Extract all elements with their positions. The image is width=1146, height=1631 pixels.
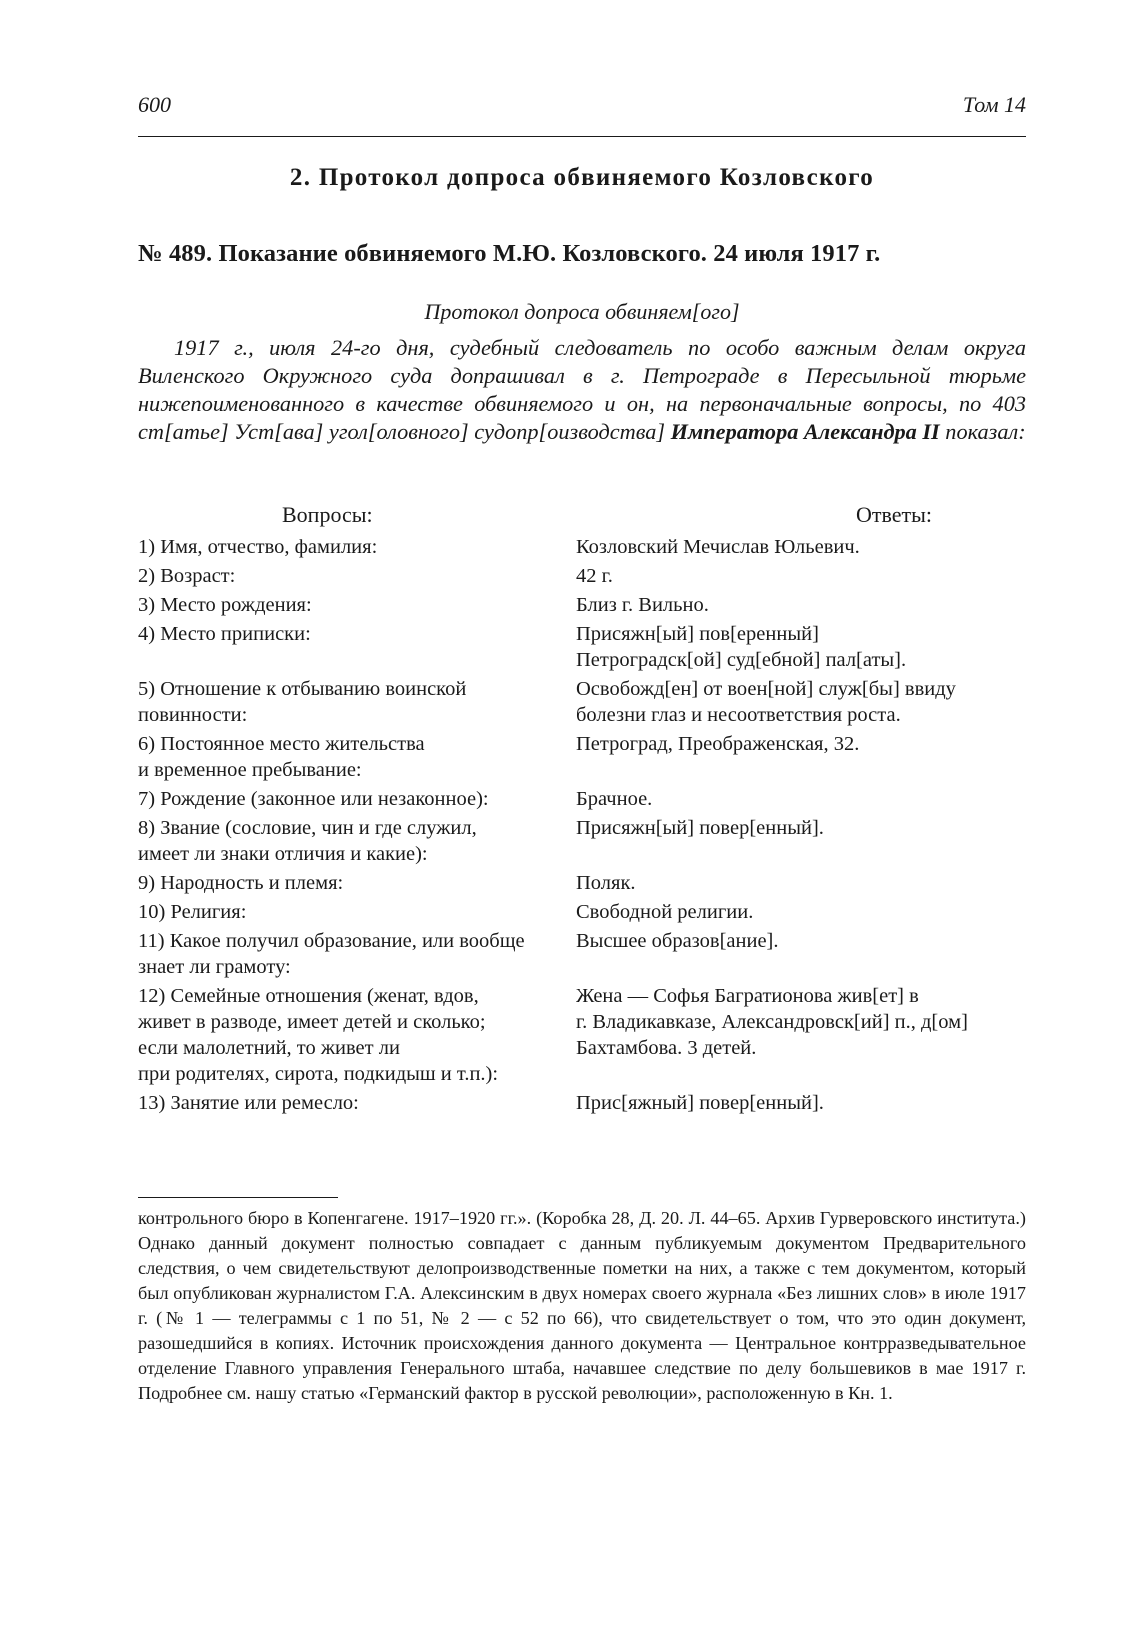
qa-rows xyxy=(138,534,1026,1116)
question-text: 10) Религия: xyxy=(138,901,247,923)
question-text: 5) Отношение к отбыванию воинской повинности: xyxy=(138,678,467,726)
qa-header-row xyxy=(138,502,1026,528)
question-text: 3) Место рождения: xyxy=(138,594,312,616)
footnote: контрольного бюро в Копенгагене. 1917–1920 гг.». (Коробка 28, Д. 20. Л. 44–65. Архив Гурверовского института.) Однако данный документ полностью совпадает с данным публикуемым документом Предварительного следствия, о чем свидетельствуют делопроизводственные пометки на них, а также с тем документом, который был опубликован журналистом Г.А. Алексинским в двух номерах своего журнала «Без лишних слов» в июле 1917 г. (№ 1 — телеграммы с 1 по 51, № 2 — с 52 по 66), что свидетельствует о том, что это один документ, разошедшийся в копиях. Источник происхождения данного документа — Центральное контрразведывательное отделение Главного управления Генерального штаба, начавшее следствие по делу большевиков в мае 1917 г. Подробнее см. нашу статью «Германский фактор в русской революции», расположенную в Кн. 1. xyxy=(138,1208,1026,1403)
answers-header: Ответы: xyxy=(856,502,933,527)
intro-text: 1917 г., июля 24-го дня, судебный следователь по особо важным делам округа Виленского Окружного суда допрашивал в г. Петрограде в Пересыльной тюрьме нижепоименованного в качестве обвиняемого и он, на первоначальные вопросы, по 403 ст[атье] Уст[ава] угол[оловного] судопр[оизводства] xyxy=(138,335,1026,444)
question-text: 11) Какое получил образование, или вообще знает ли грамоту: xyxy=(138,930,525,978)
answer-text: Освобожд[ен] от воен[ной] служ[бы] ввиду болезни глаз и несоответствия роста. xyxy=(576,678,956,726)
question-text: 13) Занятие или ремесло: xyxy=(138,1092,359,1114)
volume-label: Том 14 xyxy=(962,92,1026,117)
questions-answers-table xyxy=(138,502,1026,1119)
answer-text: Поляк. xyxy=(576,872,636,894)
page-number: 600 xyxy=(138,92,171,117)
question-text: 7) Рождение (законное или незаконное): xyxy=(138,788,489,810)
qa-row xyxy=(138,815,1026,867)
answer-text: Присяжн[ый] пов[еренный] Петроградск[ой] суд[ебной] пал[аты]. xyxy=(576,623,907,671)
answer-text: Свободной религии. xyxy=(576,901,754,923)
footnote-divider xyxy=(138,1197,338,1198)
qa-row xyxy=(138,534,1026,560)
question-text: 2) Возраст: xyxy=(138,565,236,587)
qa-row xyxy=(138,870,1026,896)
qa-row xyxy=(138,676,1026,728)
intro-paragraph xyxy=(138,334,1026,446)
question-text: 6) Постоянное место жительства и временное пребывание: xyxy=(138,733,425,781)
qa-row xyxy=(138,621,1026,673)
answer-text: Прис[яжный] повер[енный]. xyxy=(576,1092,824,1114)
questions-header: Вопросы: xyxy=(282,502,373,527)
section-title: 2. Протокол допроса обвиняемого Козловского xyxy=(289,164,875,191)
answer-text: Жена — Софья Багратионова жив[ет] в г. Владикавказе, Александровск[ий] п., д[ом] Бахтамбова. 3 детей. xyxy=(576,985,968,1059)
answer-text: Брачное. xyxy=(576,788,653,810)
answer-text: Петроград, Преображенская, 32. xyxy=(576,733,860,755)
qa-row xyxy=(138,786,1026,812)
protocol-subtitle: Протокол допроса обвиняем[ого] xyxy=(424,299,740,324)
running-head xyxy=(138,92,1026,137)
question-text: 4) Место приписки: xyxy=(138,623,311,645)
intro-tail: показал: xyxy=(939,419,1026,444)
answer-text: Присяжн[ый] повер[енный]. xyxy=(576,817,824,839)
document-heading: № 489. Показание обвиняемого М.Ю. Козловского. 24 июля 1917 г. xyxy=(138,240,881,267)
answer-text: 42 г. xyxy=(576,565,613,587)
answer-text: Близ г. Вильно. xyxy=(576,594,709,616)
intro-bold-text: Императора Александра II xyxy=(670,419,940,444)
question-text: 1) Имя, отчество, фамилия: xyxy=(138,536,378,558)
qa-row xyxy=(138,983,1026,1087)
answer-text: Козловский Мечислав Юльевич. xyxy=(576,536,860,558)
answer-text: Высшее образов[ание]. xyxy=(576,930,779,952)
question-text: 8) Звание (сословие, чин и где служил, имеет ли знаки отличия и какие): xyxy=(138,817,477,865)
question-text: 9) Народность и племя: xyxy=(138,872,344,894)
qa-row xyxy=(138,1090,1026,1116)
question-text: 12) Семейные отношения (женат, вдов, живет в разводе, имеет детей и сколько; если малолетний, то живет ли при родителях, сирота, подкидыш и т.п.): xyxy=(138,985,499,1085)
qa-row xyxy=(138,592,1026,618)
qa-row xyxy=(138,928,1026,980)
qa-row xyxy=(138,563,1026,589)
qa-row xyxy=(138,899,1026,925)
qa-row xyxy=(138,731,1026,783)
